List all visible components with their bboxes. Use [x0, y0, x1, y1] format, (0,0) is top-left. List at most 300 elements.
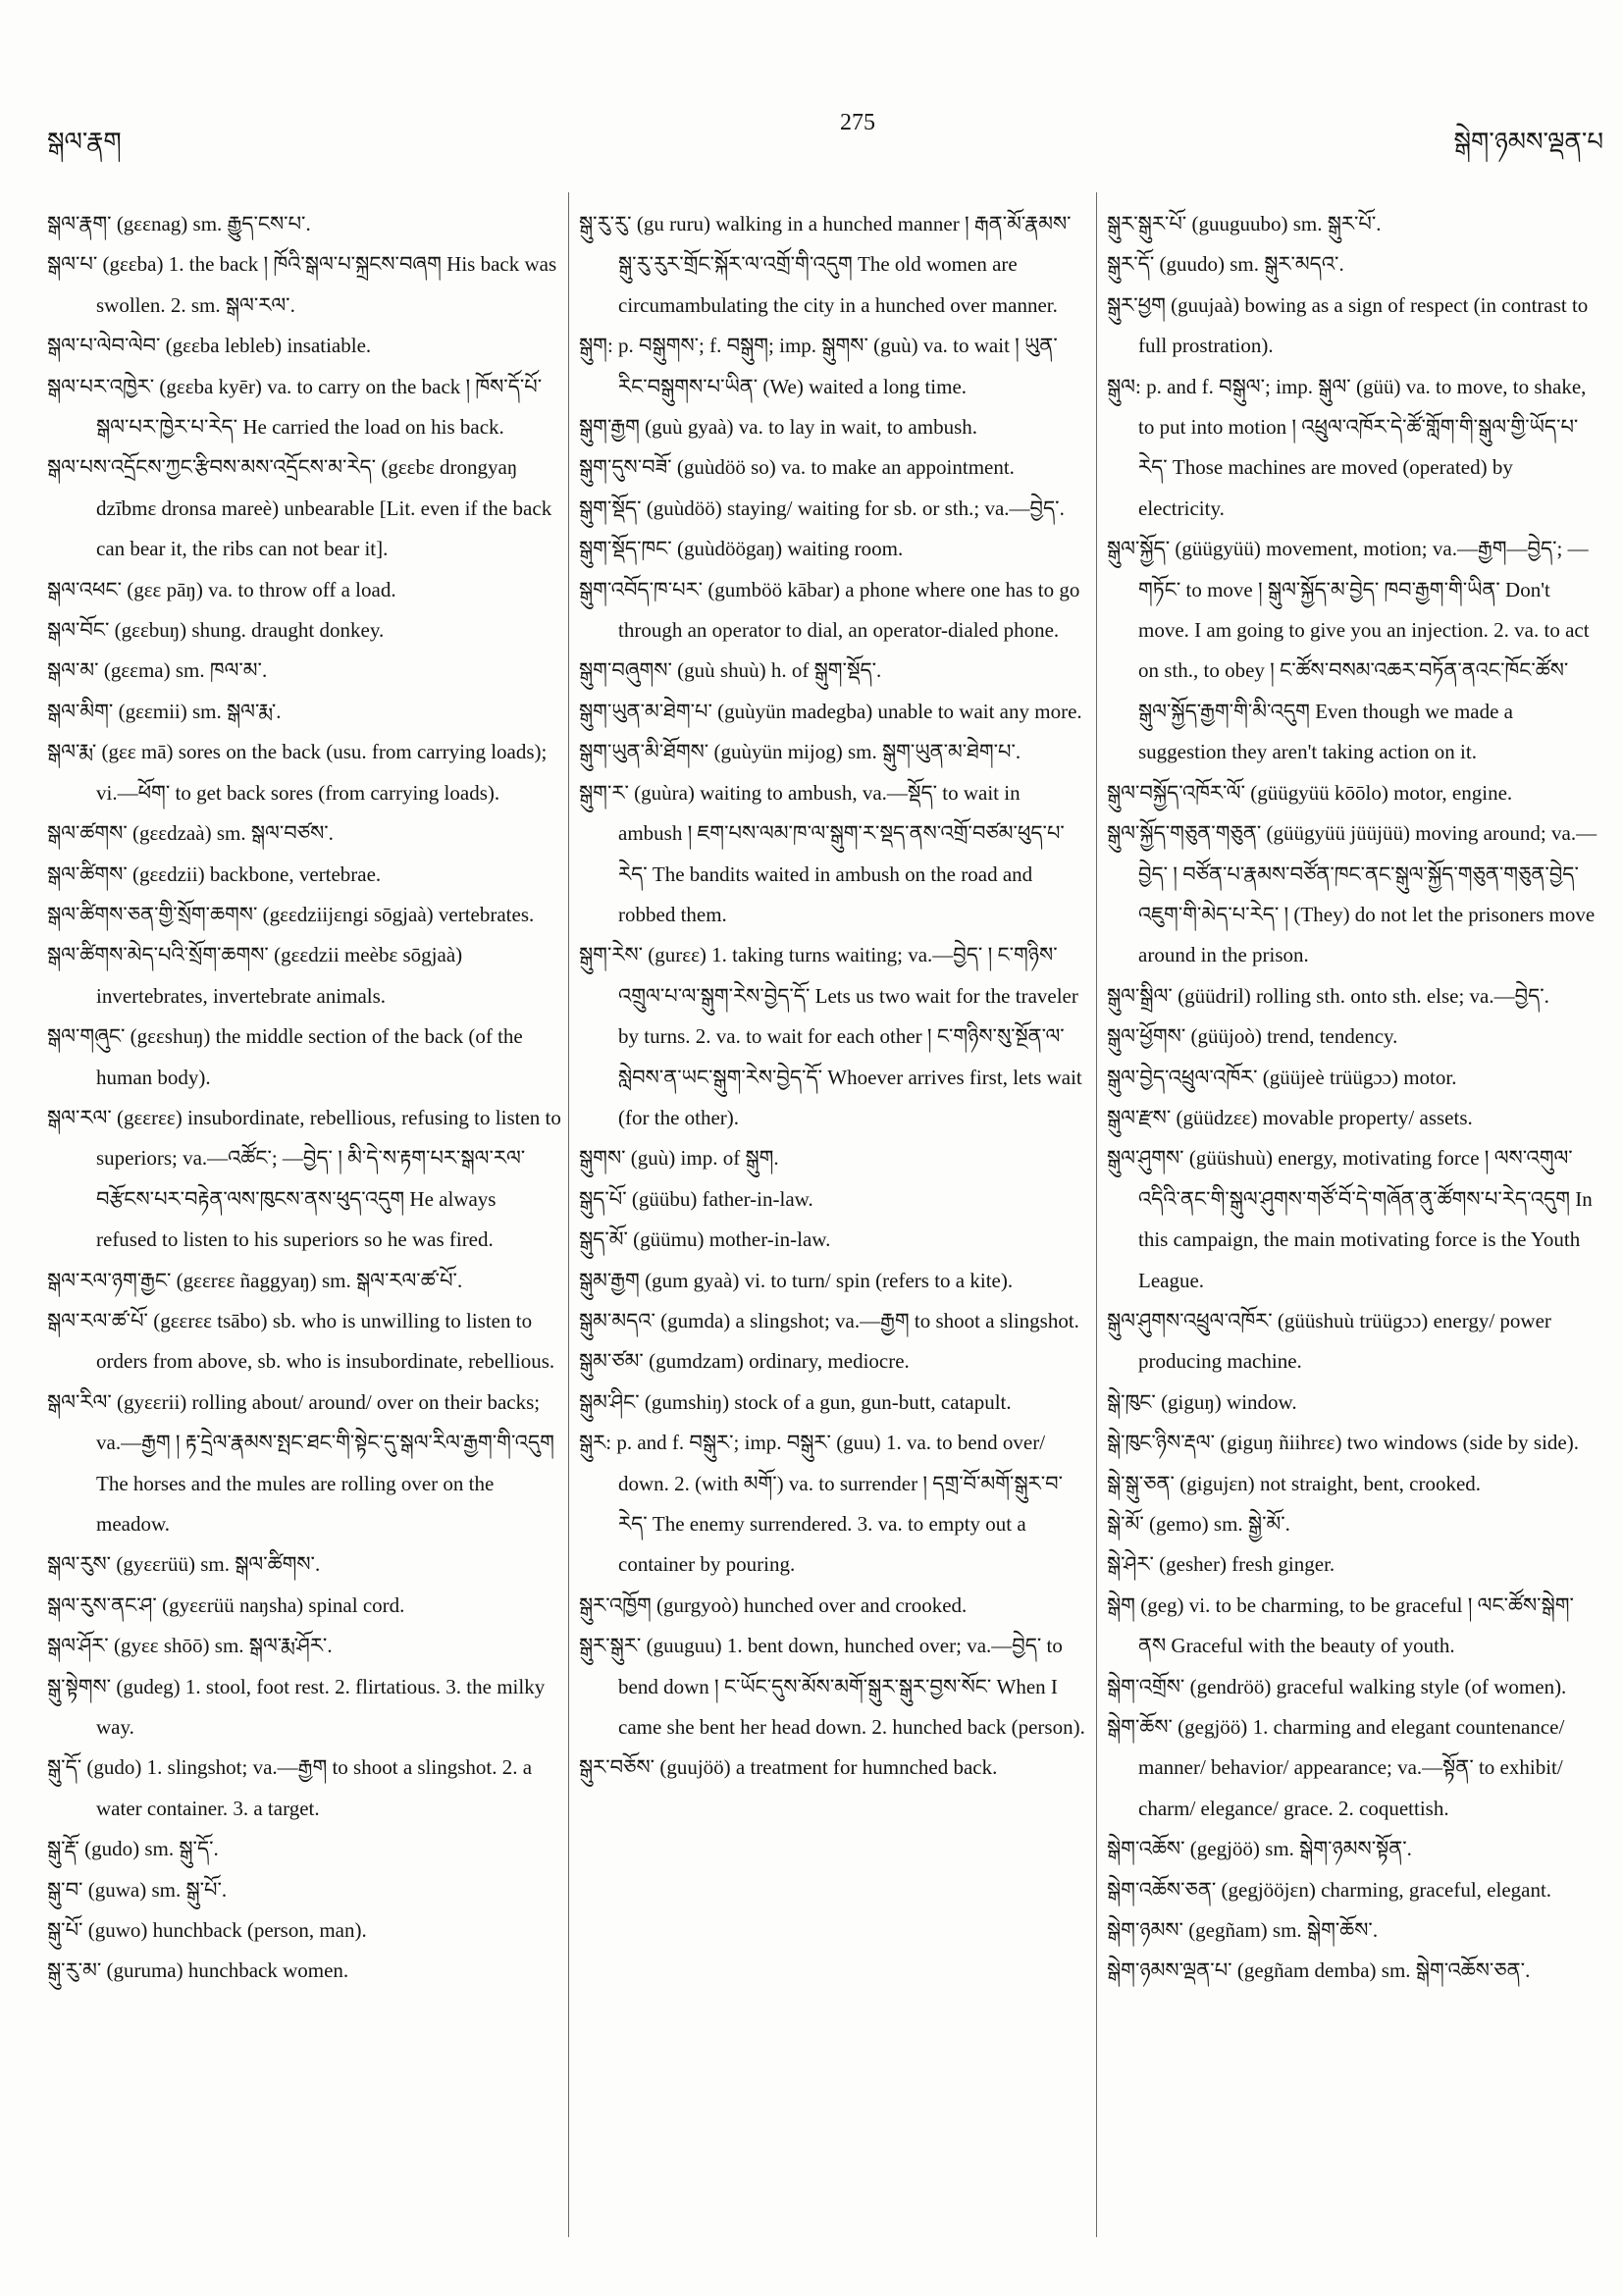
entry-definition: va. to carry on the back ། ཁོས་དོ་པོ་སྒལ་པར་ཁྱེར་པ་རེད་ He carried the load on his back. [96, 374, 543, 440]
entry-headword: སྒལ་མིག་ [47, 699, 114, 723]
entry-romanization: (guù) [630, 1146, 676, 1171]
entry-headword: སྒུམ་ཙམ་ [579, 1349, 644, 1374]
dictionary-entry [47, 610, 561, 651]
entry-definition: shung. draught donkey. [191, 618, 385, 643]
dictionary-entry [579, 570, 1085, 652]
dictionary-entry [579, 407, 1085, 447]
entry-romanization: (guùdöögaŋ) [676, 537, 783, 561]
entry-definition: a phone where one has to go through an operator to dial, an operator-dialed phone. [618, 577, 1080, 643]
entry-romanization: (gigujɛn) [1179, 1471, 1255, 1495]
dictionary-entry [47, 1951, 561, 1991]
entry-definition: energy/ power producing machine. [1138, 1308, 1551, 1374]
entry-definition: sores on the back (usu. from carrying loads); vi.—ཕོག་ to get back sores (from carrying loads). [96, 740, 548, 805]
entry-definition: backbone, vertebrae. [209, 861, 382, 886]
left-guide-word: སྒལ་རྣག [47, 128, 122, 156]
entry-headword: སྒལ་ཚགས་ [47, 821, 128, 846]
dictionary-entry [47, 855, 561, 895]
entry-headword: སྒལ་རལ་ཚ་པོ་ [47, 1308, 148, 1332]
entry-definition: a slingshot; va.—རྒྱག to shoot a slingshot. [735, 1308, 1079, 1332]
dictionary-entry [47, 1098, 561, 1261]
entry-definition: mother-in-law. [708, 1227, 831, 1252]
entry-romanization: (güüdril) [1178, 983, 1251, 1008]
entry-romanization: (gegjööjɛn) [1221, 1877, 1316, 1902]
entry-definition: charming, graceful, elegant. [1321, 1877, 1552, 1902]
entry-romanization: (gɛɛdzii meèbɛ sōgjaà) [274, 943, 463, 967]
entry-definition: energy, motivating force ། ལས་འགུལ་འདིའི་ནང་གི་སྒུལ་ཤུགས་གཙོ་བོ་དེ་གཞོན་ནུ་ཚོགས་པ་རེད་འདུག In this campaign, the main motivating force is the Youth League. [1138, 1146, 1593, 1292]
dictionary-entry [47, 1626, 561, 1666]
dictionary-entry [1107, 1544, 1599, 1585]
entry-romanization: (guudo) [1159, 252, 1225, 277]
entry-romanization: (guù) [873, 334, 918, 358]
entry-romanization: (gɛɛshuŋ) [130, 1024, 211, 1049]
entry-romanization: (guu) [836, 1431, 881, 1455]
dictionary-entry [47, 935, 561, 1017]
entry-headword: སྒེ་ཤེར་ [1107, 1552, 1154, 1577]
entry-definition: sm. སྒེག་ཉམས་སྟོན་. [1265, 1837, 1412, 1861]
entry-definition: insatiable. [287, 334, 372, 358]
entry-headword: སྒལ་འཕང་ [47, 577, 122, 601]
column-divider [1096, 192, 1097, 2237]
entry-headword: སྒུག་བཞུགས་ [579, 658, 672, 683]
entry-headword: སྒུར་ཕྱག [1107, 292, 1166, 317]
dictionary-entry [579, 447, 1085, 488]
entry-headword: སྒུལ་སྒྲིལ་ [1107, 983, 1173, 1008]
entry-definition: hunchback women. [187, 1958, 349, 1983]
dictionary-entry [47, 1261, 561, 1301]
entry-headword: སྒེག་འཆོས་ཅན་ [1107, 1877, 1217, 1902]
entry-definition: stock of a gun, gun-butt, catapult. [734, 1389, 1012, 1414]
entry-romanization: (guujöö) [659, 1755, 731, 1780]
entry-headword: སྒེག་འགྲོས་ [1107, 1674, 1185, 1698]
entry-romanization: (guuguubo) [1191, 212, 1288, 235]
entry-definition: graceful walking style (of women). [1276, 1674, 1567, 1698]
entry-definition: moving around; va.—བྱེད་ ། བཙོན་པ་རྣམས་བཙོན་ཁང་ནང་སྒུལ་སྐྱོད་གཅུན་གཅུན་བྱེད་འཇུག་གི་མེད་པ་རེད་ ། (They) do not let the prisoners move around in the prison. [1138, 821, 1597, 967]
dictionary-entry [47, 447, 561, 569]
dictionary-entry [579, 692, 1085, 732]
entry-definition: vi. to turn/ spin (refers to a kite). [744, 1268, 1014, 1292]
entry-headword: སྒུར་དོ་ [1107, 252, 1155, 277]
entry-definition: sm. སྒྱེ་མོ་. [1213, 1512, 1290, 1536]
entry-romanization: (güü) [1355, 374, 1401, 398]
entry-headword: སྒེག་ཉམས་ [1107, 1918, 1183, 1943]
dictionary-entry [47, 1586, 561, 1626]
entry-definition: insubordinate, rebellious, refusing to listen to superiors; va.—འཚོང་; —བྱེད་ ། མི་དེ་ས་རྟག་པར་སྒལ་རལ་བརྩོངས་པར་བརྟེན་ལས་ཁུངས་ནས་ཕུད་འདུག He always refused to listen to his superiors so he was fired. [96, 1105, 561, 1252]
entry-definition: sm. སྒུ་པོ་. [151, 1877, 228, 1902]
entry-definition: window. [1227, 1389, 1297, 1414]
entry-headword: སྒུལ་སྐྱོད་ [1107, 537, 1171, 561]
entry-definition: unable to wait any more. [877, 699, 1082, 723]
dictionary-entry [579, 1261, 1085, 1301]
entry-romanization: (gyɛɛrüü naŋsha) [162, 1592, 304, 1617]
entry-headword: སྒལ་རུས་ [47, 1552, 112, 1577]
dictionary-entry [579, 1586, 1085, 1626]
column-left [47, 204, 561, 2265]
entry-romanization: (gudo) [84, 1837, 140, 1861]
entry-headword: སྒུལ་བྱེད་འཕྲུལ་འཁོར་ [1107, 1065, 1258, 1089]
dictionary-entry [47, 692, 561, 732]
dictionary-entry [579, 529, 1085, 569]
entry-romanization: (güümu) [633, 1227, 705, 1252]
entry-romanization: (gurɛɛ) [648, 943, 707, 967]
entry-definition: a treatment for humnched back. [735, 1755, 998, 1780]
dictionary-entry [579, 1220, 1085, 1260]
entry-definition: ordinary, mediocre. [749, 1349, 910, 1374]
entry-headword: སྒུག་རྒྱག [579, 415, 640, 440]
entry-definition: 1. va. to bend over/ down. 2. (with མགོ་) va. to surrender ། དགྲ་བོ་མགོ་སྒུར་བ་རེད་ The enemy surrendered. 3. va. to empty out a container by pouring. [618, 1431, 1063, 1577]
entry-headword: སྒལ་རུས་ནང་ཤ་ [47, 1592, 157, 1617]
entry-definition: sm. སྒལ་རྨ་ཤོར་. [214, 1634, 333, 1658]
entry-headword: སྒལ་རལ་ [47, 1105, 112, 1129]
dictionary-entry [1107, 1910, 1599, 1951]
entry-definition: va. to lay in wait, to ambush. [738, 415, 977, 440]
dictionary-entry [47, 1301, 561, 1383]
entry-romanization: (gɛɛdziijɛngi sōgjaà) [262, 902, 434, 926]
entry-definition: staying/ waiting for sb. or sth.; va.—བྱེད་. [726, 496, 1065, 520]
dictionary-entry [1107, 1870, 1599, 1910]
entry-headword: སྒལ་མ་ [47, 658, 99, 683]
entry-headword: སྒུག་ཡུན་མ་ཐེག་པ་ [579, 699, 712, 723]
dictionary-entry [1107, 1667, 1599, 1707]
entry-headword: སྒེག་ཉམས་ལྡན་པ་ [1107, 1958, 1232, 1983]
dictionary-entry [47, 895, 561, 935]
entry-definition: sm. སྒལ་བཙས་. [216, 821, 334, 846]
entry-romanization: (güüshuù) [1188, 1146, 1274, 1171]
entry-headword: སྒལ་གཞུང་ [47, 1024, 126, 1049]
entry-headword: སྒུམ་མདའ་ [579, 1308, 655, 1332]
entry-headword: སྒེག་ཆོས་ [1107, 1715, 1173, 1740]
entry-romanization: (gegñam demba) [1236, 1958, 1377, 1983]
entry-definition: vi. to be charming, to be graceful ། ལང་ཚོས་སྒེག་ནས Graceful with the beauty of youth. [1138, 1592, 1574, 1658]
dictionary-entry [1107, 367, 1599, 530]
entry-romanization: (gemo) [1149, 1512, 1209, 1536]
entry-headword: སྒལ་རལ་ཉག་རྒྱང་ [47, 1268, 172, 1292]
entry-romanization: (gendröö) [1189, 1674, 1272, 1698]
entry-headword: སྒུར་སྒུར་པོ་ [1107, 212, 1187, 235]
dictionary-entry [1107, 1423, 1599, 1463]
entry-romanization: (gumböö kābar) [707, 577, 841, 601]
entry-definition: 1. charming and elegant countenance/ manner/ behavior/ appearance; va.—སྟོན་ to exhibit/ charm/ elegance/ grace. 2. coquettish. [1138, 1715, 1565, 1820]
entry-headword: སྒུག་ཡུན་མི་ཐོགས་ [579, 740, 709, 764]
entry-definition: movement, motion; va.—རྒྱག—བྱེད་; —གཏོང་ to move ། སྒུལ་སྐྱོད་མ་བྱེད་ ཁབ་རྒྱག་གི་ཡིན་ Don't move. I am going to give you an injection. 2. va. to act on sth., to obey ། ང་ཚོས་བསམ་འཆར་བཏོན་ནའང་ཁོང་ཚོས་སྒུལ་སྐྱོད་རྒྱག་གི་མི་འདུག Even though we made a suggestion they aren't taking action on it. [1138, 537, 1590, 764]
entry-romanization: (guù gyaà) [645, 415, 734, 440]
entry-headword: སྒུལ [1107, 374, 1136, 398]
entry-romanization: (giguŋ) [1161, 1389, 1222, 1414]
entry-headword: སྒུག་དུས་བཟོ་ [579, 455, 672, 480]
dictionary-entry [579, 1748, 1085, 1788]
entry-headword: སྒུར [579, 1431, 606, 1455]
entry-romanization: (gesher) [1159, 1552, 1227, 1577]
entry-romanization: (gɛɛba lebleb) [165, 334, 283, 358]
entry-romanization: (geg) [1140, 1592, 1184, 1617]
entry-definition: vertebrates. [438, 902, 535, 926]
entry-romanization: (güügyüü jüüjüü) [1266, 821, 1410, 846]
entry-romanization: (gɛɛrɛɛ ñaggyaŋ) [176, 1268, 317, 1292]
dictionary-entry [1107, 244, 1599, 285]
entry-definition: sm. སྒུར་པོ་. [1292, 212, 1382, 235]
entry-romanization: (güüdzɛɛ) [1176, 1105, 1258, 1129]
entry-headword: སྒུད་མོ་ [579, 1227, 628, 1252]
dictionary-entry [579, 1423, 1085, 1586]
entry-headword: སྒུལ་ཤུགས་འཕྲུལ་འཁོར་ [1107, 1308, 1273, 1332]
dictionary-entry [1107, 286, 1599, 367]
dictionary-entry [47, 651, 561, 691]
entry-definition: sm. སྒུ་དོ་. [144, 1837, 219, 1861]
entry-definition: imp. of སྒུག. [680, 1146, 779, 1171]
entry-romanization: (gurgyoò) [656, 1592, 739, 1617]
dictionary-entry [1107, 1951, 1599, 1991]
entry-definition: h. of སྒུག་སྡོད་. [770, 658, 882, 683]
entry-headword: སྒུ་རུ་མ་ [47, 1958, 102, 1983]
entry-headword: སྒེ་ཁུང་ཉིས་རྡལ་ [1107, 1431, 1215, 1455]
entry-definition: va. to wait ། ཡུན་རིང་བསྒུགས་པ་ཡིན་ (We) waited a long time. [618, 334, 1058, 398]
entry-headword: སྒལ་པ་ [47, 252, 98, 277]
entry-definition: sm. སྒལ་ཚིགས་. [200, 1552, 321, 1577]
entry-definition: sm. སྒུར་མདའ་. [1230, 252, 1344, 277]
dictionary-entry [1107, 1586, 1599, 1667]
entry-romanization: (gɛɛbɛ drongyaŋ dzībmɛ dronsa mareè) [96, 455, 518, 520]
entry-romanization: (guùdöö) [646, 496, 722, 520]
dictionary-entry [47, 732, 561, 813]
entry-headword: སྒུལ་སྐྱོད་གཅུན་གཅུན་ [1107, 821, 1262, 846]
dictionary-entry [1107, 1058, 1599, 1098]
entry-romanization: (gɛɛrɛɛ tsābo) [153, 1308, 268, 1332]
column-middle [579, 204, 1085, 2265]
dictionary-entry [579, 326, 1085, 407]
entry-headword: སྒལ་རྣག་ [47, 212, 112, 235]
dictionary-entry [47, 204, 561, 244]
entry-headword: སྒལ་བོང་ [47, 618, 110, 643]
entry-romanization: (gudeg) [116, 1674, 181, 1698]
entry-romanization: (gɛɛba kyēr) [159, 374, 262, 398]
entry-definition: invertebrates, invertebrate animals. [96, 983, 387, 1008]
entry-romanization: (güügyüü) [1175, 537, 1261, 561]
dictionary-entry [1107, 1829, 1599, 1869]
dictionary-entry [1107, 529, 1599, 772]
entry-definition: va. to move, to shake, to put into motion ། འཕྲུལ་འཁོར་དེ་ཚོ་གློག་གི་སྒུལ་གྱི་ཡོད་པ་རེད་ Those machines are moved (operated) by electricity. [1138, 374, 1587, 520]
dictionary-entry [579, 1626, 1085, 1748]
entry-romanization: (gu ruru) [636, 212, 711, 235]
entry-romanization: (gɛɛdzii) [131, 861, 205, 886]
entry-romanization: (guruma) [106, 1958, 183, 1983]
entry-headword: སྒེག [1107, 1592, 1135, 1617]
entry-romanization: (gɛɛnag) [116, 212, 188, 235]
entry-romanization: (güüjeè trüügɔɔ) [1262, 1065, 1398, 1089]
entry-definition: movable property/ assets. [1262, 1105, 1473, 1129]
entry-forms: : p. བསྒུགས་; f. བསྒུག; imp. སྒུགས་ [606, 334, 868, 358]
dictionary-entry [1107, 1383, 1599, 1423]
entry-definition: sm. སྒལ་རྨ་. [192, 699, 282, 723]
entry-definition: unbearable [Lit. even if the back can bear it, the ribs can not bear it]. [96, 496, 552, 561]
entry-headword: སྒུགས་ [579, 1146, 626, 1171]
dictionary-entry [47, 1383, 561, 1545]
column-divider [568, 192, 569, 2237]
entry-romanization: (guujaà) [1171, 292, 1240, 317]
entry-definition: 1. stool, foot rest. 2. flirtatious. 3. the milky way. [96, 1674, 546, 1740]
dictionary-entry [1107, 1098, 1599, 1138]
dictionary-entry [1107, 1017, 1599, 1057]
entry-headword: སྒུར་སྒུར་ [579, 1634, 642, 1658]
entry-definition: va. to make an appointment. [781, 455, 1015, 480]
entry-headword: སྒུ་བ་ [47, 1877, 83, 1902]
dictionary-entry [579, 935, 1085, 1138]
entry-definition: motor. [1403, 1065, 1457, 1089]
entry-romanization: (guùra) [634, 780, 695, 805]
entry-romanization: (gegjöö) [1189, 1837, 1260, 1861]
entry-definition: sm. སྒེག་འཆོས་ཅན་. [1381, 1958, 1531, 1983]
entry-romanization: (gɛɛma) [103, 658, 171, 683]
dictionary-entry [579, 773, 1085, 936]
entry-headword: སྒུལ་རྫས་ [1107, 1105, 1172, 1129]
dictionary-entry [1107, 204, 1599, 244]
entry-definition: sm. ཁལ་མ་. [175, 658, 268, 683]
entry-headword: སྒུ་སྟེགས་ [47, 1674, 112, 1698]
dictionary-entry [579, 204, 1085, 326]
dictionary-entry [47, 367, 561, 448]
entry-romanization: (guuguu) [646, 1634, 722, 1658]
entry-romanization: (güügyüü kōōlo) [1250, 780, 1388, 805]
dictionary-entry [1107, 976, 1599, 1017]
dictionary-entry [47, 1017, 561, 1098]
dictionary-entry [1107, 1504, 1599, 1544]
entry-definition: hunchback (person, man). [152, 1918, 367, 1943]
entry-headword: སྒུད་པོ་ [579, 1186, 627, 1211]
entry-headword: སྒལ་ཤོར་ [47, 1634, 109, 1658]
entry-romanization: (gegjöö) [1178, 1715, 1248, 1740]
entry-headword: སྒུམ་ཤིང་ [579, 1389, 640, 1414]
dictionary-entry [579, 651, 1085, 691]
entry-headword: སྒལ་ཚིགས་མེད་པའི་སྲོག་ཆགས་ [47, 943, 269, 967]
entry-definition: 1. taking turns waiting; va.—བྱེད་ ། ང་གཉིས་འགྲུལ་པ་ལ་སྒུག་རེས་བྱེད་དོ་ Lets us two wait for the traveler by turns. 2. va. to wait for each other ། ང་གཉིས་སུ་སྔོན་ལ་སླེབས་ན་ཡང་སྒུག་རེས་བྱེད་དོ་ Whoever arrives first, lets wait (for the other). [618, 943, 1082, 1129]
dictionary-entry [47, 1748, 561, 1829]
dictionary-entry [579, 1138, 1085, 1178]
entry-romanization: (gɛɛdzaà) [131, 821, 212, 846]
dictionary-entry [1107, 773, 1599, 813]
entry-romanization: (gɛɛrɛɛ) [116, 1105, 183, 1129]
dictionary-entry [47, 1667, 561, 1748]
entry-definition: hunched over and crooked. [743, 1592, 968, 1617]
entry-definition: motor, engine. [1393, 780, 1513, 805]
entry-definition: va. to throw off a load. [208, 577, 396, 601]
entry-definition: 1. the back ། ཁོའི་སྒལ་པ་སྐྲངས་བཞག His back was swollen. 2. sm. སྒལ་རལ་. [96, 252, 557, 317]
entry-romanization: (gum gyaà) [645, 1268, 740, 1292]
dictionary-entry [1107, 1301, 1599, 1383]
dictionary-entry [47, 1544, 561, 1585]
entry-romanization: (gumshiŋ) [644, 1389, 730, 1414]
entry-romanization: (gɛɛ mā) [101, 740, 174, 764]
entry-romanization: (gyɛɛ shōō) [113, 1634, 210, 1658]
right-guide-word: སྒེག་ཉམས་ལྡན་པ [1453, 128, 1603, 156]
dictionary-entry [579, 1383, 1085, 1423]
entry-definition: not straight, bent, crooked. [1259, 1471, 1482, 1495]
entry-headword: སྒལ་ཚིགས་ཅན་གྱི་སྲོག་ཆགས་ [47, 902, 258, 926]
entry-headword: སྒེ་ཁུང་ [1107, 1389, 1156, 1414]
entry-headword: སྒུལ་བསྐྱོད་འཁོར་ལོ་ [1107, 780, 1246, 805]
entry-romanization: (guwa) [87, 1877, 147, 1902]
entry-headword: སྒེ་མོ་ [1107, 1512, 1144, 1536]
entry-definition: spinal cord. [308, 1592, 405, 1617]
page-number: 275 [840, 110, 875, 135]
entry-headword: སྒུ་རྡོ་ [47, 1837, 79, 1861]
entry-romanization: (gyɛɛrüü) [116, 1552, 195, 1577]
entry-headword: སྒུག [579, 334, 607, 358]
column-right [1107, 204, 1599, 2265]
entry-romanization: (gɛɛba) [102, 252, 164, 277]
entry-headword: སྒུལ་ཤུགས་ [1107, 1146, 1184, 1171]
entry-headword: སྒུམ་རྒྱག [579, 1268, 640, 1292]
dictionary-entry [1107, 1707, 1599, 1829]
entry-definition: waiting room. [787, 537, 904, 561]
dictionary-entry [47, 244, 561, 326]
entry-definition: rolling sth. onto sth. else; va.—བྱེད་. [1255, 983, 1549, 1008]
entry-romanization: (güüshuù trüügɔɔ) [1277, 1308, 1429, 1332]
dictionary-entry [47, 1910, 561, 1951]
entry-definition: trend, tendency. [1267, 1024, 1398, 1049]
entry-romanization: (gegñam) [1188, 1918, 1268, 1943]
entry-headword: སྒལ་རྨ་ [47, 740, 97, 764]
entry-romanization: (gumda) [660, 1308, 731, 1332]
entry-definition: walking in a hunched manner ། རྒན་མོ་རྣམས་སྒུ་རུ་རུར་གྲོང་སྐོར་ལ་འགྲོ་གི་འདུག The old women are circumambulating the city in a hunched over manner. [618, 212, 1072, 317]
entry-headword: སྒུག་སྡོད་ [579, 496, 642, 520]
entry-romanization: (güübu) [631, 1186, 698, 1211]
entry-headword: སྒལ་པ་ལེབ་ལེབ་ [47, 334, 161, 358]
entry-headword: སྒུ་དོ་ [47, 1755, 82, 1780]
entry-definition: waiting to ambush, va.—སྡོད་ to wait in ambush ། ཇག་པས་ལམ་ཁ་ལ་སྒུག་ར་སྡད་ནས་འགྲོ་བཙམ་ཕུད་པ་རེད་ The bandits waited in ambush on the road and robbed them. [618, 780, 1065, 926]
dictionary-entry [1107, 1464, 1599, 1504]
entry-forms: : p. and f. བསྒུར་; imp. བསྒུར་ [605, 1431, 831, 1455]
dictionary-entry [47, 813, 561, 854]
entry-headword: སྒུལ་ཕྱོགས་ [1107, 1024, 1186, 1049]
dictionary-entry [579, 1341, 1085, 1382]
entry-definition: sm. སྒུག་ཡུན་མ་ཐེག་པ་. [847, 740, 1021, 764]
dictionary-entry [579, 1301, 1085, 1341]
dictionary-entry [579, 489, 1085, 529]
entry-headword: སྒུ་པོ་ [47, 1918, 83, 1943]
entry-definition: 1. bent down, hunched over; va.—བྱེད་ to bend down ། ང་ཡོང་དུས་མོས་མགོ་སྒུར་སྒུར་བྱས་སོང་ When I came she bent her head down. 2. hunched back (person). [618, 1634, 1085, 1740]
entry-headword: སྒུག་ར་ [579, 780, 629, 805]
entry-romanization: (gɛɛbuŋ) [114, 618, 187, 643]
entry-romanization: (gudo) [86, 1755, 142, 1780]
entry-headword: སྒལ་པར་འཁྱེར་ [47, 374, 155, 398]
entry-headword: སྒུར་འཁྱོག [579, 1592, 652, 1617]
entry-headword: སྒུག་སྡོད་ཁང་ [579, 537, 672, 561]
dictionary-entry [47, 1829, 561, 1869]
entry-headword: སྒུག་རེས་ [579, 943, 644, 967]
entry-romanization: (guùyün madegba) [717, 699, 873, 723]
dictionary-entry [47, 570, 561, 610]
entry-definition: bowing as a sign of respect (in contrast to full prostration). [1138, 292, 1589, 358]
entry-definition: sm. སྒེག་ཆོས་. [1272, 1918, 1379, 1943]
entry-romanization: (gɛɛ pāŋ) [127, 577, 203, 601]
entry-definition: 1. slingshot; va.—རྒྱག to shoot a slingshot. 2. a water container. 3. a target. [96, 1755, 533, 1820]
entry-romanization: (gɛɛmii) [118, 699, 187, 723]
entry-headword: སྒུར་བཅོས་ [579, 1755, 655, 1780]
entry-romanization: (gumdzam) [649, 1349, 744, 1374]
entry-romanization: (guùyün mijog) [713, 740, 843, 764]
entry-headword: སྒེ་སྒུ་ཅན་ [1107, 1471, 1175, 1495]
entry-headword: སྒལ་རིལ་ [47, 1389, 112, 1414]
entry-romanization: (guù shuù) [677, 658, 766, 683]
entry-headword: སྒུག་འབོད་ཁ་པར་ [579, 577, 704, 601]
dictionary-entry [579, 1179, 1085, 1220]
entry-headword: སྒེག་འཆོས་ [1107, 1837, 1185, 1861]
entry-definition: rolling about/ around/ over on their backs; va.—རྒྱག ། རྟ་དྲེལ་རྣམས་སྤང་ཐང་གི་སྟེང་དུ་སྒལ་རིལ་རྒྱག་གི་འདུག The horses and the mules are rolling over on the meadow. [96, 1389, 554, 1536]
entry-romanization: (güüjoò) [1190, 1024, 1262, 1049]
entry-definition: sb. who is unwilling to listen to orders from above, sb. who is insubordinate, rebellious. [96, 1308, 555, 1374]
dictionary-entry [47, 326, 561, 366]
entry-definition: the middle section of the back (of the human body). [96, 1024, 523, 1089]
entry-definition: two windows (side by side). [1346, 1431, 1579, 1455]
entry-headword: སྒལ་པས་འདྲོངས་ཀྱང་རྩིབས་མས་འདྲོངས་མ་རེད་ [47, 455, 377, 480]
